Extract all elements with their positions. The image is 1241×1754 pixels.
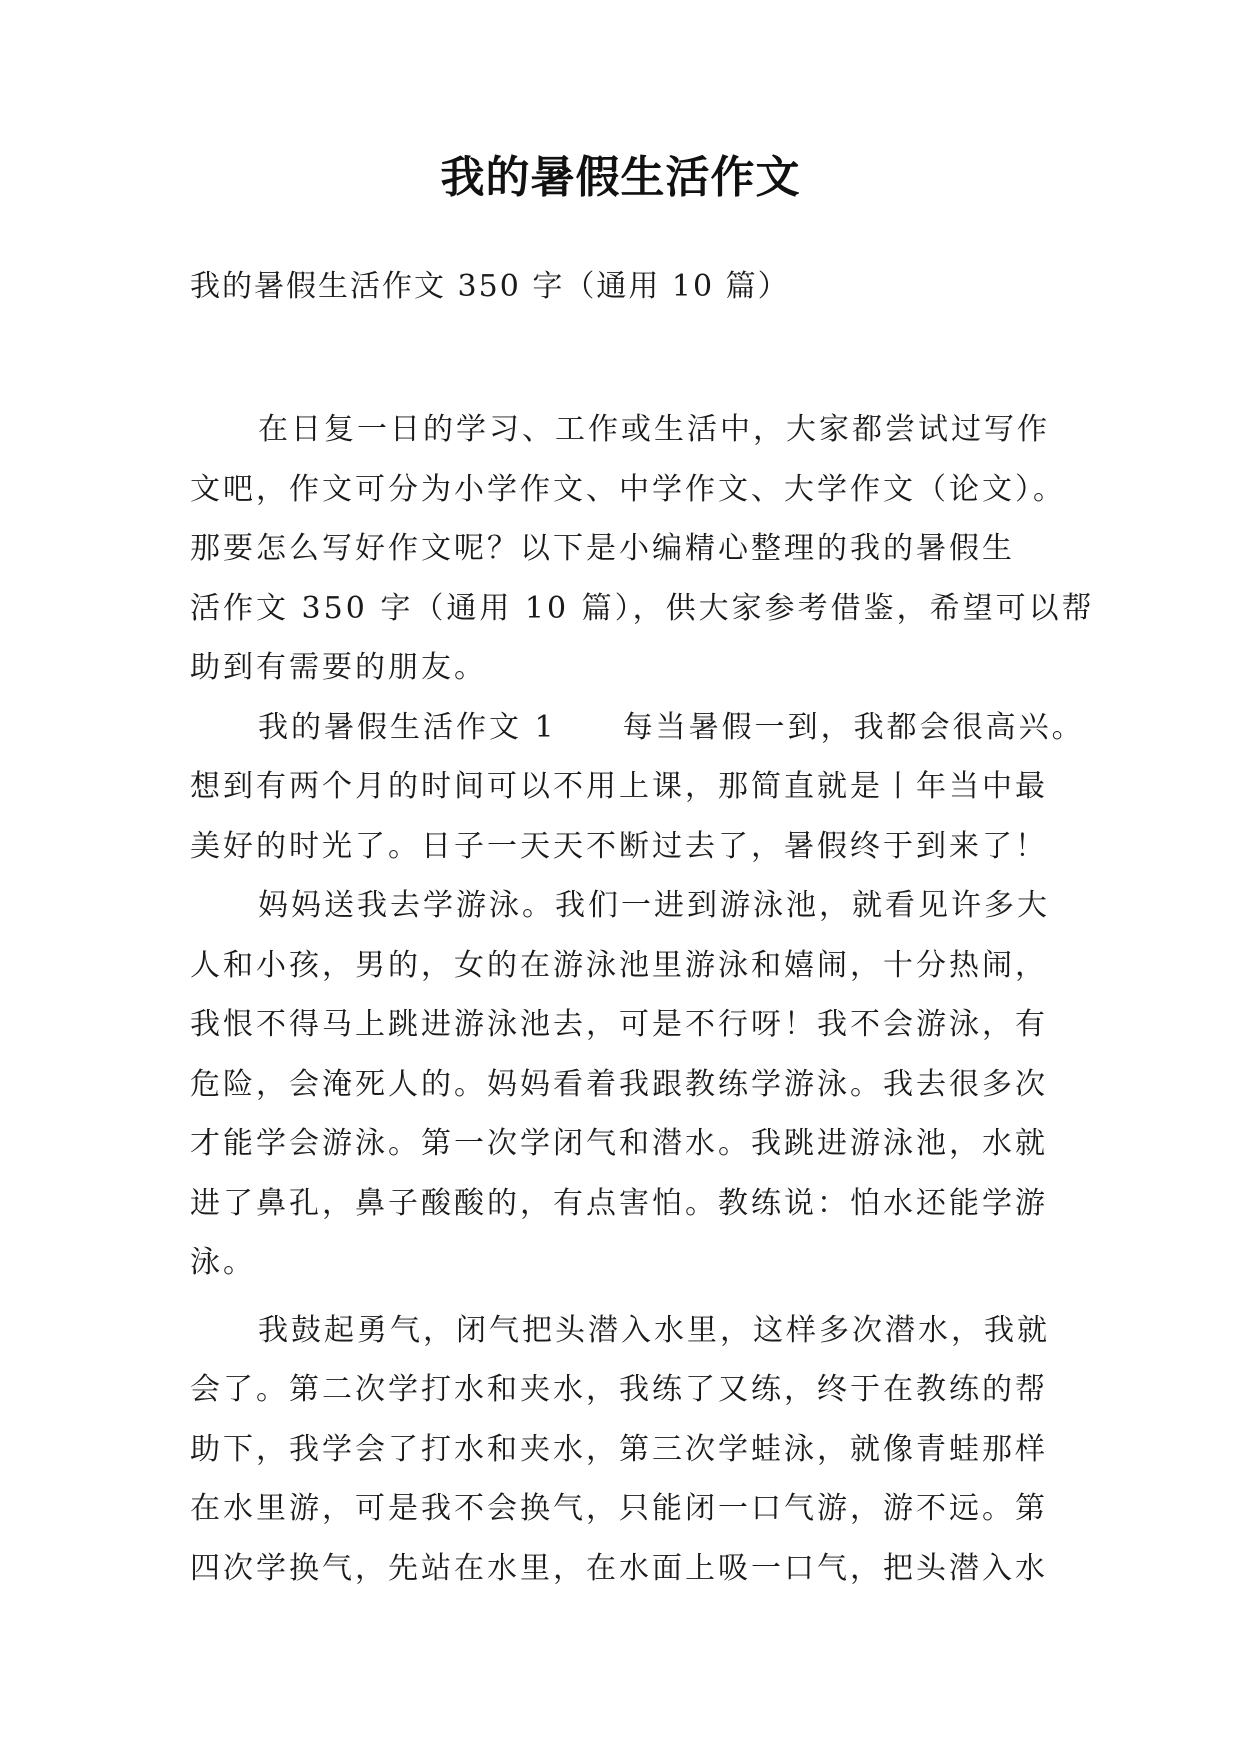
text-line: 人和小孩，男的，女的在游泳池里游泳和嬉闹，十分热闹， (190, 947, 1048, 983)
text-line: 危险，会淹死人的。妈妈看着我跟教练学游泳。我去很多次 (190, 1066, 1048, 1102)
document-subtitle: 我的暑假生活作文 350 字（通用 10 篇） (190, 269, 790, 304)
text-line: 我恨不得马上跳进游泳池去，可是不行呀！我不会游泳，有 (190, 1007, 1048, 1042)
text-line: 那要怎么写好作文呢？以下是小编精心整理的我的暑假生 (190, 531, 1015, 566)
text-line: 助到有需要的朋友。 (190, 650, 487, 685)
text-line: 在水里游，可是我不会换气，只能闭一口气游，游不远。第 (190, 1491, 1048, 1526)
text-line: 美好的时光了。日子一天天不断过去了，暑假终于到来了！ (190, 828, 1048, 864)
document-title: 我的暑假生活作文 (440, 152, 801, 203)
document-body (190, 400, 1095, 1598)
text-line: 妈妈送我去学游泳。我们一进到游泳池，就看见许多大 (258, 888, 1050, 923)
text-line: 助下，我学会了打水和夹水，第三次学蛙泳，就像青蛙那样 (190, 1431, 1048, 1467)
text-line: 文吧，作文可分为小学作文、中学作文、大学作文（论文）。 (190, 471, 1066, 507)
text-line: 想到有两个月的时间可以不用上课，那简直就是丨年当中最 (190, 769, 1048, 804)
text-line: 进了鼻孔，鼻子酸酸的，有点害怕。教练说：怕水还能学游 (190, 1185, 1048, 1221)
text-line: 四次学换气，先站在水里，在水面上吸一口气，把头潜入水 (190, 1550, 1048, 1586)
text-line: 我的暑假生活作文 1 每当暑假一到，我都会很高兴。 (258, 709, 1085, 745)
text-line: 会了。第二次学打水和夹水，我练了又练，终于在教练的帮 (190, 1372, 1048, 1407)
text-line: 活作文 350 字（通用 10 篇），供大家参考借鉴，希望可以帮 (190, 590, 1095, 626)
text-line: 泳。 (190, 1245, 256, 1280)
text-line: 我鼓起勇气，闭气把头潜入水里，这样多次潜水，我就 (258, 1312, 1050, 1348)
text-line: 才能学会游泳。第一次学闭气和潜水。我跳进游泳池，水就 (190, 1126, 1048, 1161)
text-line: 在日复一日的学习、工作或生活中，大家都尝试过写作 (258, 412, 1050, 447)
